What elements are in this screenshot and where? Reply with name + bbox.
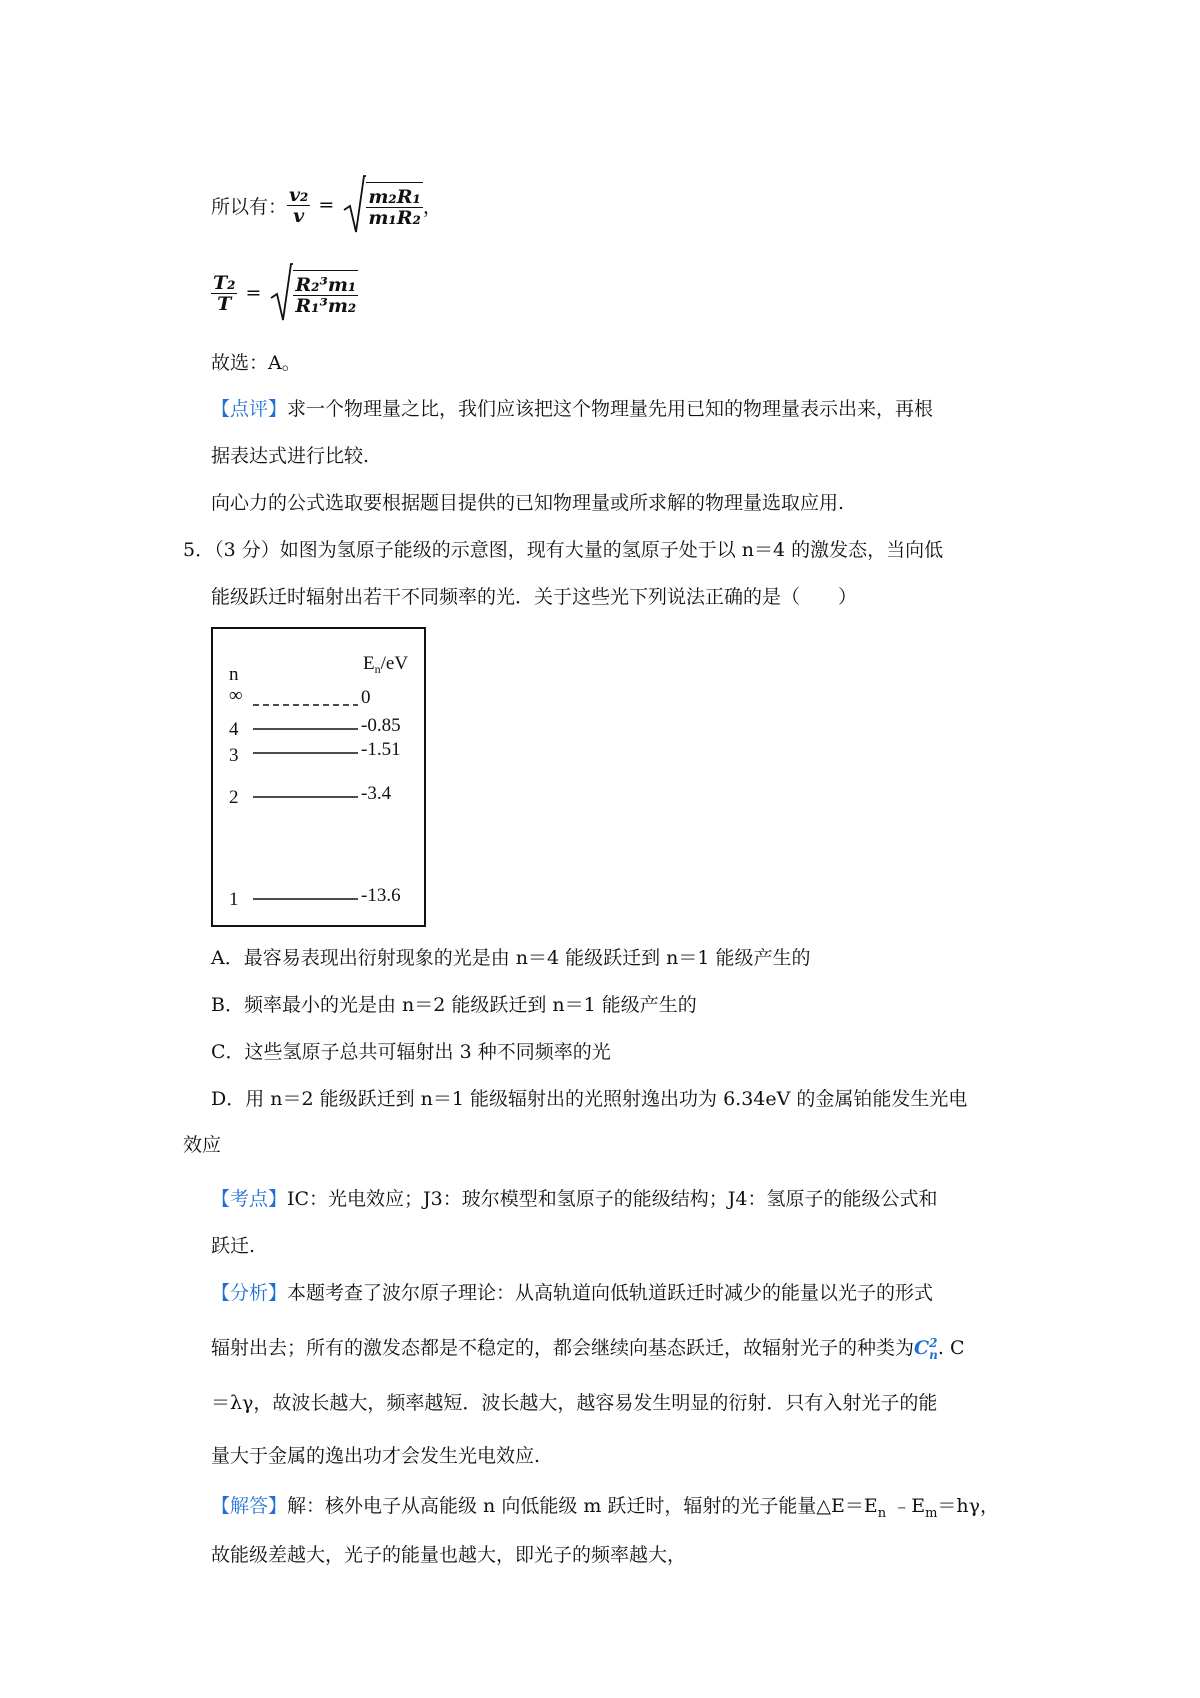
question-5-line-1: 5．（3 分）如图为氢原子能级的示意图，现有大量的氢原子处于以 n＝4 的激发态，当向低 <box>183 539 944 561</box>
comment-line-2: 据表达式进行比较. <box>211 445 370 467</box>
energy-levels-group <box>229 685 401 910</box>
fraction-mass-radius: $\frac{\text{m₂R₁}}{\text{m₁R₂}}$ <box>366 182 423 228</box>
level-energy-label: -3.4 <box>361 783 392 804</box>
fenxi-tag: 【分析】 <box>211 1282 288 1304</box>
energy-level-diagram <box>211 627 426 927</box>
comment-tag: 【点评】 <box>211 398 288 420</box>
fenxi-line-1: 【分析】本题考查了波尔原子理论：从高轨道向低轨道跃迁时减少的能量以光子的形式 <box>211 1282 934 1304</box>
level-n-label: 3 <box>229 745 239 766</box>
kaodian-tag: 【考点】 <box>211 1188 288 1210</box>
formula-velocity-ratio: 所以有： $\frac{\text{v₂}}{v}$ = $\frac{\text{m₂R₁}}{\text{m₁R₂}}$ ， <box>211 170 442 240</box>
diagram-e-header: $E_n/eV$ <box>363 653 409 676</box>
jieda-line-2: 故能级差越大，光子的能量也越大，即光子的频率越大， <box>211 1544 687 1566</box>
energy-level-svg <box>213 629 424 925</box>
sqrt-sign-icon <box>342 174 366 236</box>
level-energy-label: -0.85 <box>361 715 401 736</box>
level-energy-label: -13.6 <box>361 885 401 906</box>
formula-period-ratio: $\frac{\text{T₂}}{T}$ = $\frac{\text{R₂³m₁}}{\text{R₁³m₂}}$ <box>211 258 358 328</box>
level-n-label: 2 <box>229 787 239 808</box>
fraction-t2-over-t: $\frac{\text{T₂}}{T}$ <box>213 271 236 315</box>
level-energy-label: -1.51 <box>361 739 401 760</box>
level-energy-label: 0 <box>361 687 371 708</box>
answer-line: 故选：A。 <box>211 352 301 374</box>
comment-line-1: 【点评】求一个物理量之比，我们应该把这个物理量先用已知的物理量表示出来，再根 <box>211 398 934 420</box>
jieda-line-1: 【解答】解：核外电子从高能级 n 向低能级 m 跃迁时，辐射的光子能量$\triangle E=E_n$ $﹣E_m=h\gamma$， <box>211 1495 999 1521</box>
level-n-label: 4 <box>229 719 239 740</box>
option-b: B．频率最小的光是由 n＝2 能级跃迁到 n＝1 能级产生的 <box>211 994 697 1016</box>
sqrt-sign-icon <box>269 262 293 324</box>
formula-tail: ， <box>422 195 442 218</box>
jieda-tag: 【解答】 <box>211 1495 288 1517</box>
level-n-label: ∞ <box>229 685 243 706</box>
fraction-v2-over-v: $\frac{\text{v₂}}{v}$ <box>289 183 309 227</box>
fraction-radius-mass: $\frac{\text{R₂³m₁}}{\text{R₁³m₂}}$ <box>293 270 358 316</box>
formula-prefix: 所以有： <box>211 195 288 218</box>
option-d-line-1: D．用 n＝2 能级跃迁到 n＝1 能级辐射出的光照射逸出功为 6.34eV 的金属铂能发生光电 <box>211 1088 968 1110</box>
diagram-n-header: n <box>229 664 239 685</box>
question-5-line-2: 能级跃迁时辐射出若干不同频率的光．关于这些光下列说法正确的是（ ） <box>211 586 858 608</box>
fenxi-line-4: 量大于金属的逸出功才会发生光电效应. <box>211 1445 541 1467</box>
option-a: A．最容易表现出衍射现象的光是由 n＝4 能级跃迁到 n＝1 能级产生的 <box>211 947 811 969</box>
option-d-line-2: 效应 <box>183 1134 222 1156</box>
fenxi-line-2: 辐射出去；所有的激发态都是不稳定的，都会继续向基态跃迁，故辐射光子的种类为C 2 n . C <box>211 1336 965 1362</box>
kaodian-line-2: 跃迁. <box>211 1235 256 1257</box>
level-n-label: 1 <box>229 889 239 910</box>
option-c: C．这些氢原子总共可辐射出 3 种不同频率的光 <box>211 1041 611 1063</box>
comment-line-3: 向心力的公式选取要根据题目提供的已知物理量或所求解的物理量选取应用. <box>211 492 845 514</box>
kaodian-line-1: 【考点】IC：光电效应；J3：玻尔模型和氢原子的能级结构；J4：氢原子的能级公式和 <box>211 1188 938 1210</box>
fenxi-line-3: ＝λγ，故波长越大，频率越短．波长越大，越容易发生明显的衍射．只有入射光子的能 <box>211 1392 938 1414</box>
combination-symbol: C 2 n <box>914 1336 938 1362</box>
